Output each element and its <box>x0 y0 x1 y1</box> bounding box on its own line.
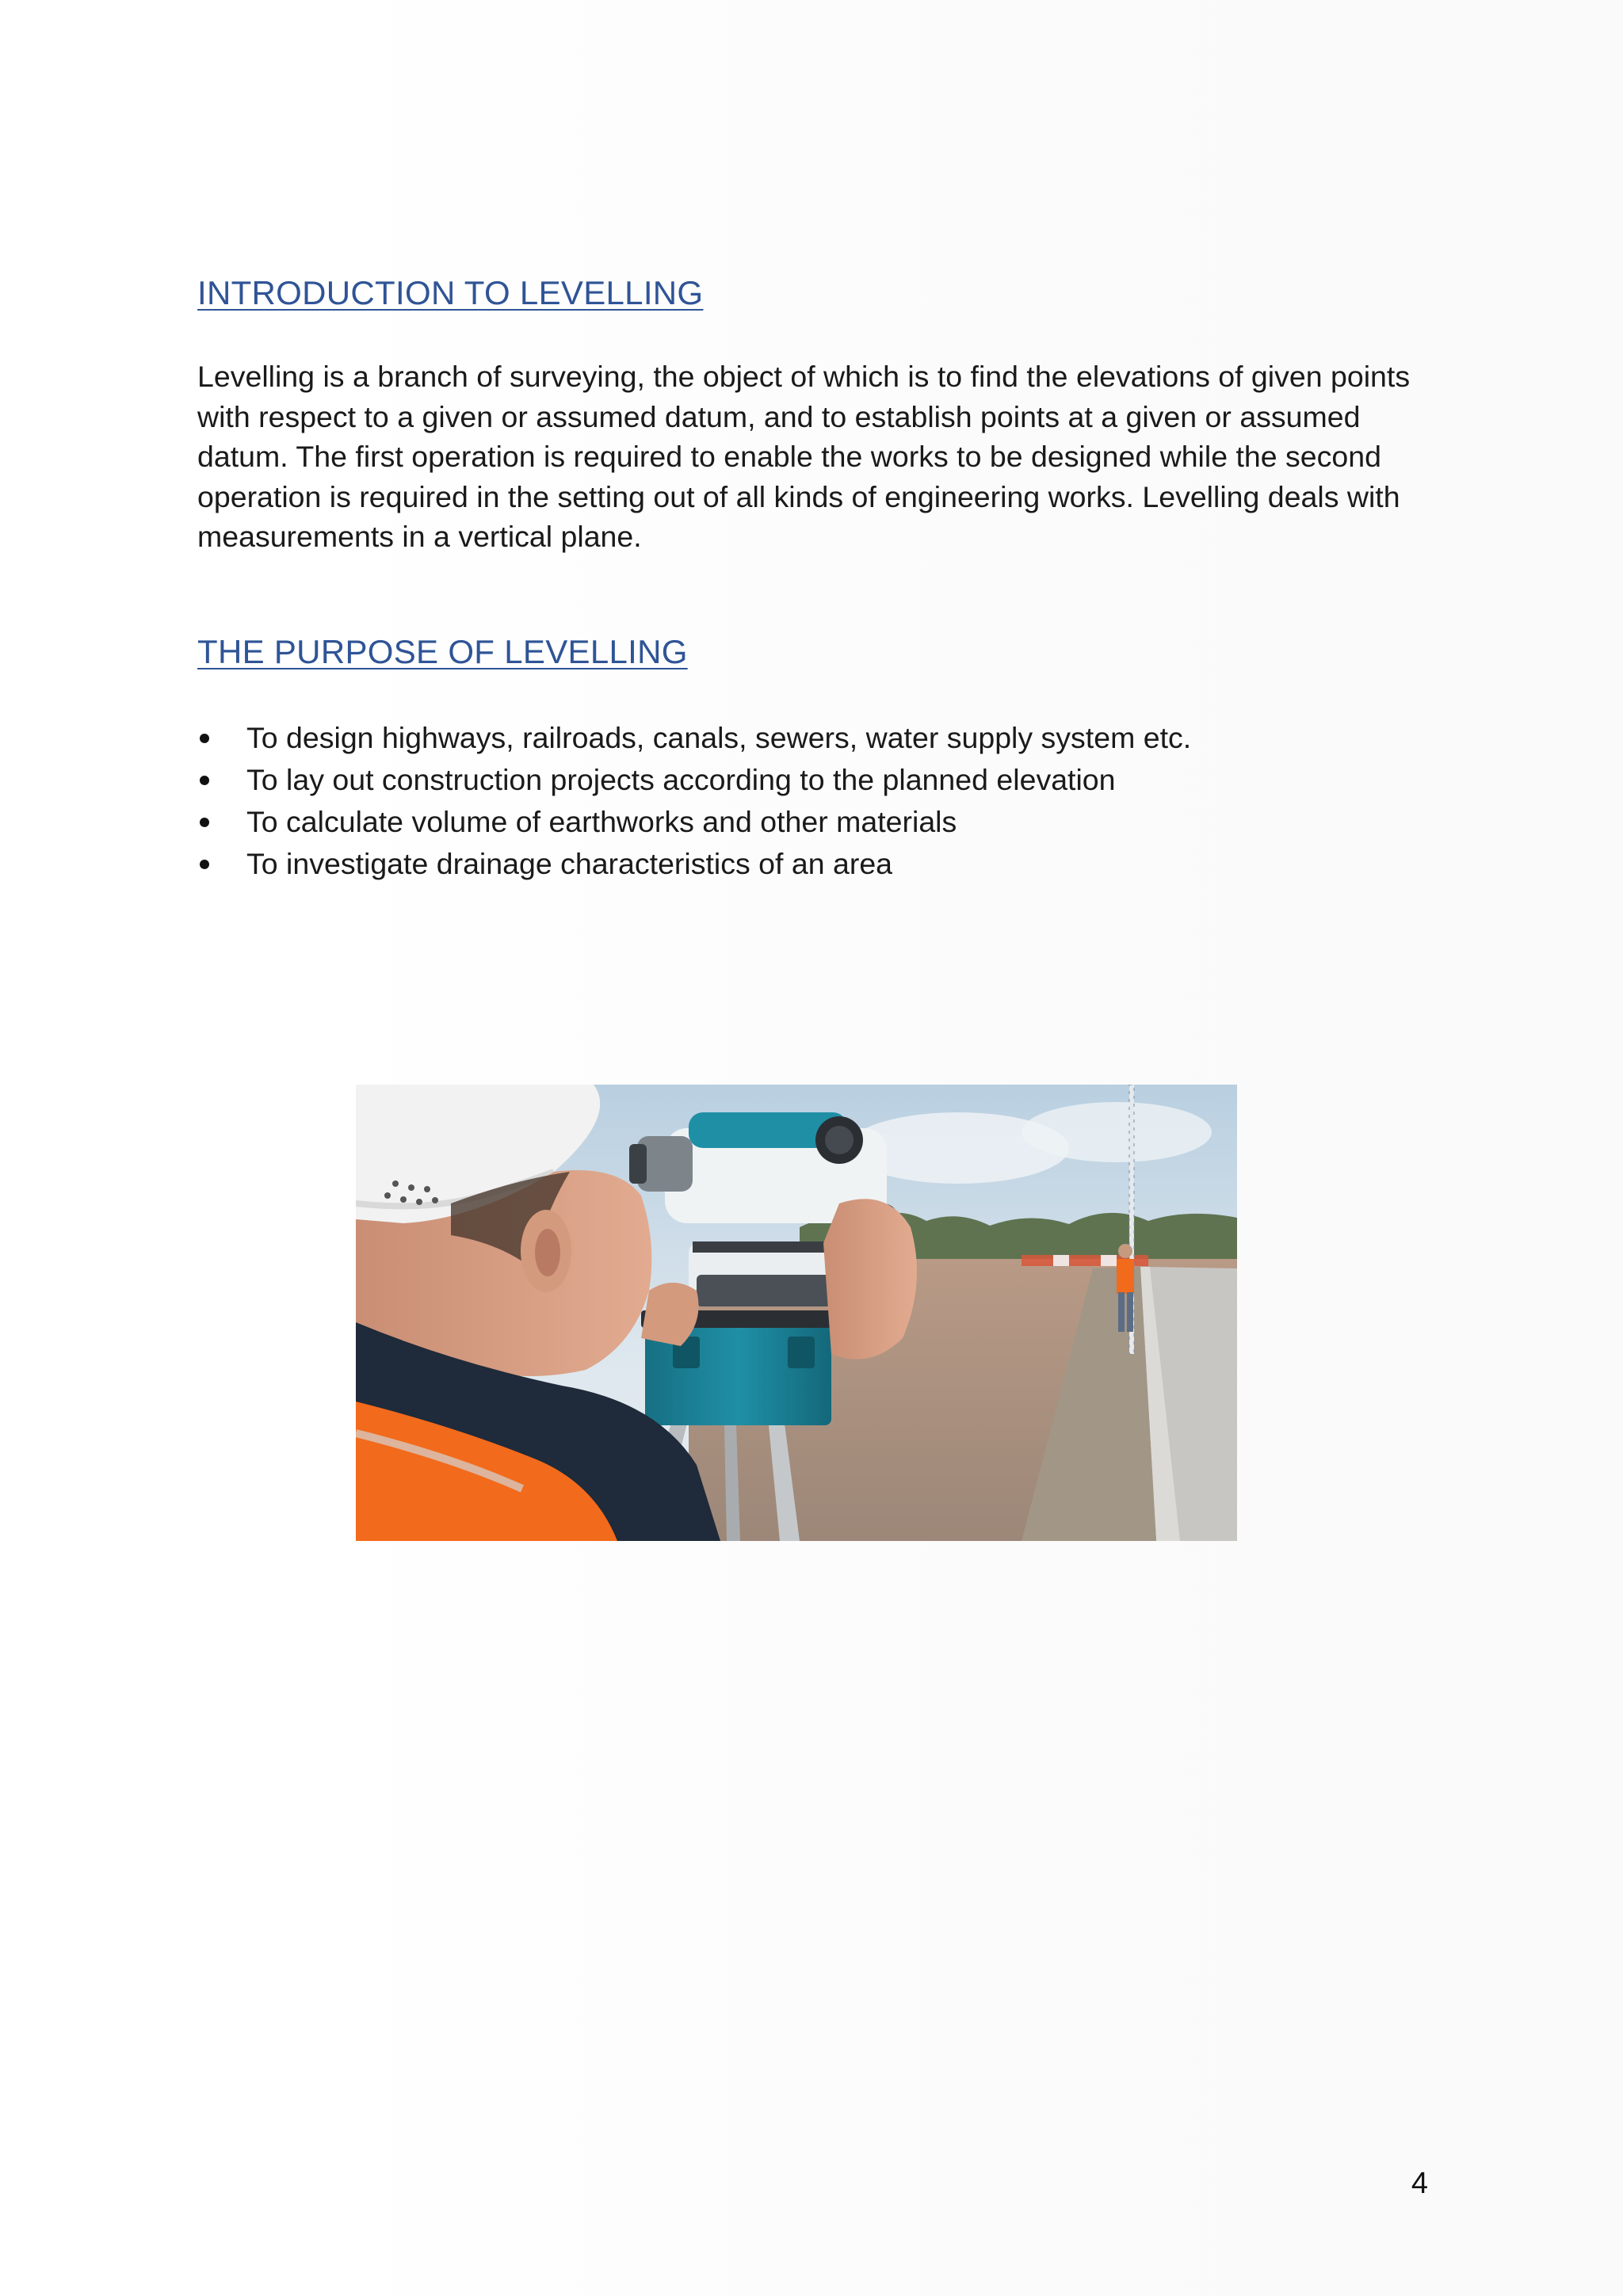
bullet-icon <box>200 776 209 785</box>
introduction-paragraph: Levelling is a branch of surveying, the object of which is to find the elevations of given points with respect to a given or assumed datum, and to establish points at a given or assumed datum. The first operation is required to enable the works to be designed while the second operation is required in the setting out of all kinds of engineering works. Levelling deals with measurements in a vertical plane. <box>197 360 1411 553</box>
section-heading-introduction: INTRODUCTION TO LEVELLING <box>197 274 704 311</box>
list-item <box>197 843 1434 885</box>
list-item-text: To design highways, railroads, canals, sewers, water supply system etc. <box>246 721 1192 754</box>
surveyor-photo <box>356 1085 1237 1541</box>
list-item-text: To calculate volume of earthworks and other materials <box>246 805 957 838</box>
list-item <box>197 759 1434 801</box>
bullet-icon <box>200 860 209 869</box>
section-heading-purpose: THE PURPOSE OF LEVELLING <box>197 633 688 670</box>
list-item <box>197 801 1434 843</box>
bullet-icon <box>200 734 209 743</box>
page-number: 4 <box>1411 2167 1428 2200</box>
list-item <box>197 717 1434 759</box>
bullet-icon <box>200 818 209 827</box>
purpose-bullet-list <box>197 717 1434 885</box>
list-item-text: To investigate drainage characteristics of an area <box>246 847 893 880</box>
list-item-text: To lay out construction projects according to the planned elevation <box>246 763 1116 796</box>
